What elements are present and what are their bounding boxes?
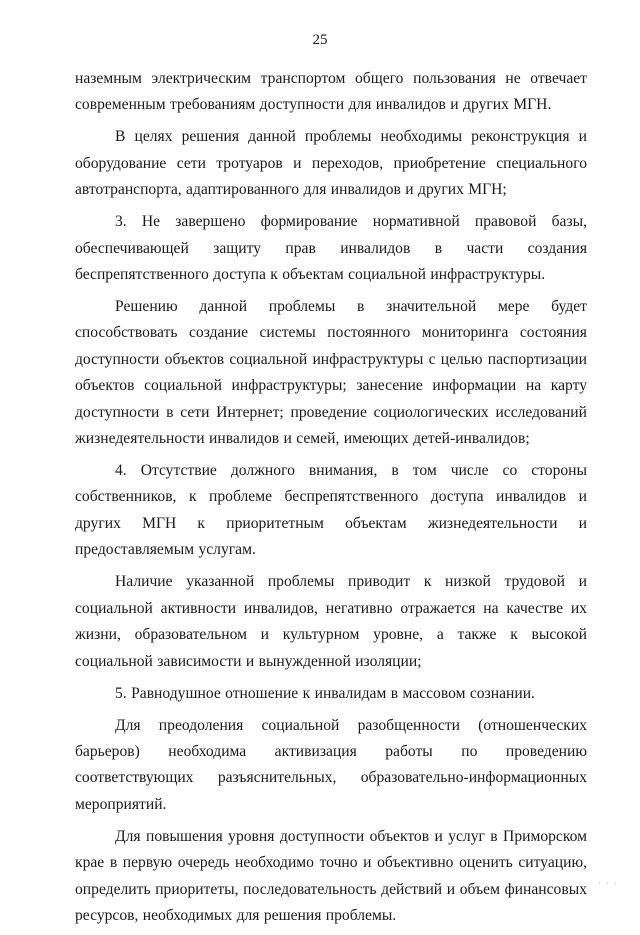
- page-number: 25: [312, 32, 328, 48]
- paragraph-monitoring: Решению данной проблемы в значительной мере будет способствовать создание системы постоянного мониторинга состояния доступности объектов социальной инфраструктуры с целью паспортизации объектов социальной инфраструктуры; занесение информации на карту доступности в сети Интернет; проведение социологических исследований жизнедеятельности инвалидов и семей, имеющих детей-инвалидов;: [75, 298, 587, 448]
- scan-artifact: ' ' ': [598, 881, 618, 891]
- paragraph-reconstruction: В целях решения данной проблемы необходимы реконструкция и оборудование сети тротуаров и переходов, приобретение специального автотранспорта, адаптированного для инвалидов и других МГН;: [75, 128, 587, 199]
- paragraph-item-3: 3. Не завершено формирование нормативной правовой базы, обеспечивающей защиту прав инвалидов в части создания беспрепятственного доступа к объектам социальной инфраструктуры.: [75, 213, 587, 284]
- paragraph-item-4: 4. Отсутствие должного внимания, в том числе со стороны собственников, к проблеме беспрепятственного доступа инвалидов и других МГН к приоритетным объектам жизнедеятельности и предоставляемым услугам.: [75, 462, 587, 559]
- paragraph-consequences: Наличие указанной проблемы приводит к низкой трудовой и социальной активности инвалидов, негативно отражается на качестве их жизни, образовательном и культурном уровне, а также к высокой социальной зависимости и вынужденной изоляции;: [75, 573, 587, 670]
- document-body: [75, 66, 587, 935]
- paragraph-accessibility: Для повышения уровня доступности объектов и услуг в Приморском крае в первую очередь необходимо точно и объективно оценить ситуацию, определить приоритеты, последовательность действий и объем финансовых ресурсов, необходимых для решения проблемы.: [75, 827, 587, 924]
- paragraph-item-5: 5. Равнодушное отношение к инвалидам в массовом сознании.: [115, 684, 535, 702]
- paragraph-barriers: Для преодоления социальной разобщенности (отношенческих барьеров) необходима активизация работы по проведению соответствующих разъяснительных, образовательно-информационных мероприятий.: [75, 716, 587, 813]
- paragraph-continuation: наземным электрическим транспортом общего пользования не отвечает современным требованиям доступности для инвалидов и других МГН.: [75, 70, 587, 114]
